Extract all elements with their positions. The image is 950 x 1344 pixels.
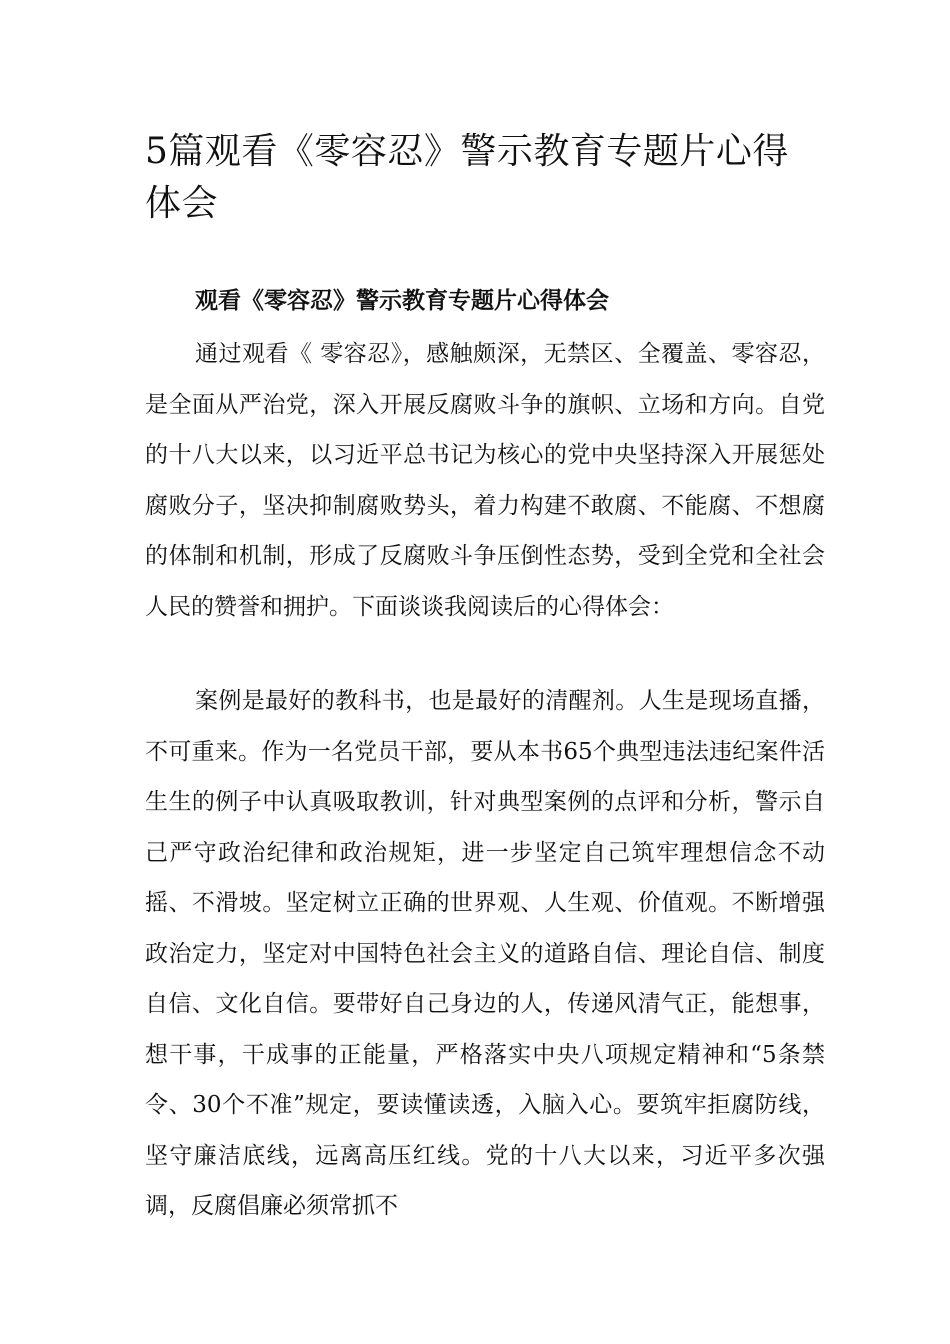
body-paragraph: 通过观看《 零容忍》，感触颇深，无禁区、全覆盖、零容忍，是全面从严治党，深入开展反腐败斗争的旗帜、立场和方向。自党的十八大以来，以习近平总书记为核心的党中央坚持深入开展惩处腐败分子，坚决抑制腐败势头，着力构建不敢腐、不能腐、不想腐的体制和机制，形成了反腐败斗争压倒性态势，受到全党和全社会人民的赞誉和拥护。下面谈谈我阅读后的心得体会： xyxy=(145,341,825,620)
section-heading: 观看《零容忍》警示教育专题片心得体会 xyxy=(195,287,609,314)
document-title: 5篇观看《零容忍》警示教育专题片心得体会 xyxy=(145,131,789,224)
body-paragraph: 案例是最好的教科书，也是最好的清醒剂。人生是现场直播，不可重来。作为一名党员干部，要从本书65个典型违法违纪案件活生生的例子中认真吸取教训，针对典型案例的点评和分析，警示自己严守政治纪律和政治规矩，进一步坚定自己筑牢理想信念不动摇、不滑坡。坚定树立正确的世界观、人生观、价值观。不断增强政治定力，坚定对中国特色社会主义的道路自信、理论自信、制度自信、文化自信。要带好自己身边的人，传递风清气正，能想事，想干事，干成事的正能量，严格落实中央八项规定精神和“5条禁令、30个不准”规定，要读懂读透，入脑入心。要筑牢拒腐防线，坚守廉洁底线，远离高压红线。党的十八大以来，习近平多次强调，反腐倡廉必须常抓不 xyxy=(145,688,825,1219)
